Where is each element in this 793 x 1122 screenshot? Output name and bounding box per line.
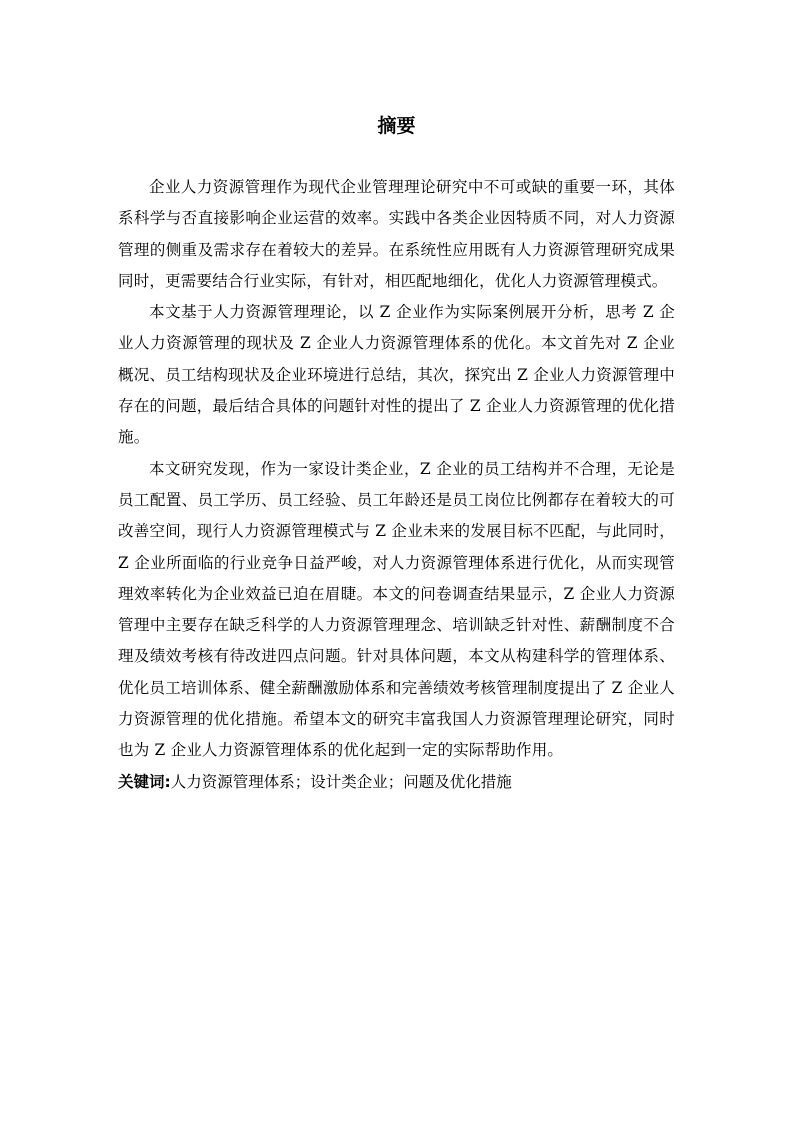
keywords-label: 关键词: bbox=[118, 772, 171, 791]
keywords-text: 人力资源管理体系；设计类企业；问题及优化措施 bbox=[170, 772, 512, 791]
abstract-title: 摘要 bbox=[377, 115, 416, 137]
abstract-body bbox=[118, 172, 675, 798]
abstract-paragraph-3: 本文研究发现，作为一家设计类企业，Z 企业的员工结构并不合理，无论是员工配置、员工学历、员工经验、员工年龄还是员工岗位比例都存在着较大的可改善空间，现行人力资源管理模式与 Z 企业未来的发展目标不匹配，与此同时，Z 企业所面临的行业竞争日益严峻，对人力资源管理体系进行优化，从而实现管理效率转化为企业效益已迫在眉睫。本文的问卷调查结果显示，Z 企业人力资源管理中主要存在缺乏科学的人力资源管理理念、培训缺乏针对性、薪酬制度不合理及绩效考核有待改进四点问题。针对具体问题，本文从构建科学的管理体系、优化员工培训体系、健全薪酬激励体系和完善绩效考核管理制度提出了 Z 企业人力资源管理的优化措施。希望本文的研究丰富我国人力资源管理理论研究，同时也为 Z 企业人力资源管理体系的优化起到一定的实际帮助作用。 bbox=[118, 459, 675, 760]
keywords-line bbox=[118, 767, 675, 798]
abstract-paragraph-2: 本文基于人力资源管理理论，以 Z 企业作为实际案例展开分析，思考 Z 企业人力资源管理的现状及 Z 企业人力资源管理体系的优化。本文首先对 Z 企业概况、员工结构现状及企业环境进行总结，其次，探究出 Z 企业人力资源管理中存在的问题，最后结合具体的问题针对性的提出了 Z 企业人力资源管理的优化措施。 bbox=[118, 303, 675, 447]
abstract-paragraph-1: 企业人力资源管理作为现代企业管理理论研究中不可或缺的重要一环，其体系科学与否直接影响企业运营的效率。实践中各类企业因特质不同，对人力资源管理的侧重及需求存在着较大的差异。在系统性应用既有人力资源管理研究成果同时，更需要结合行业实际，有针对，相匹配地细化，优化人力资源管理模式。 bbox=[118, 178, 675, 290]
